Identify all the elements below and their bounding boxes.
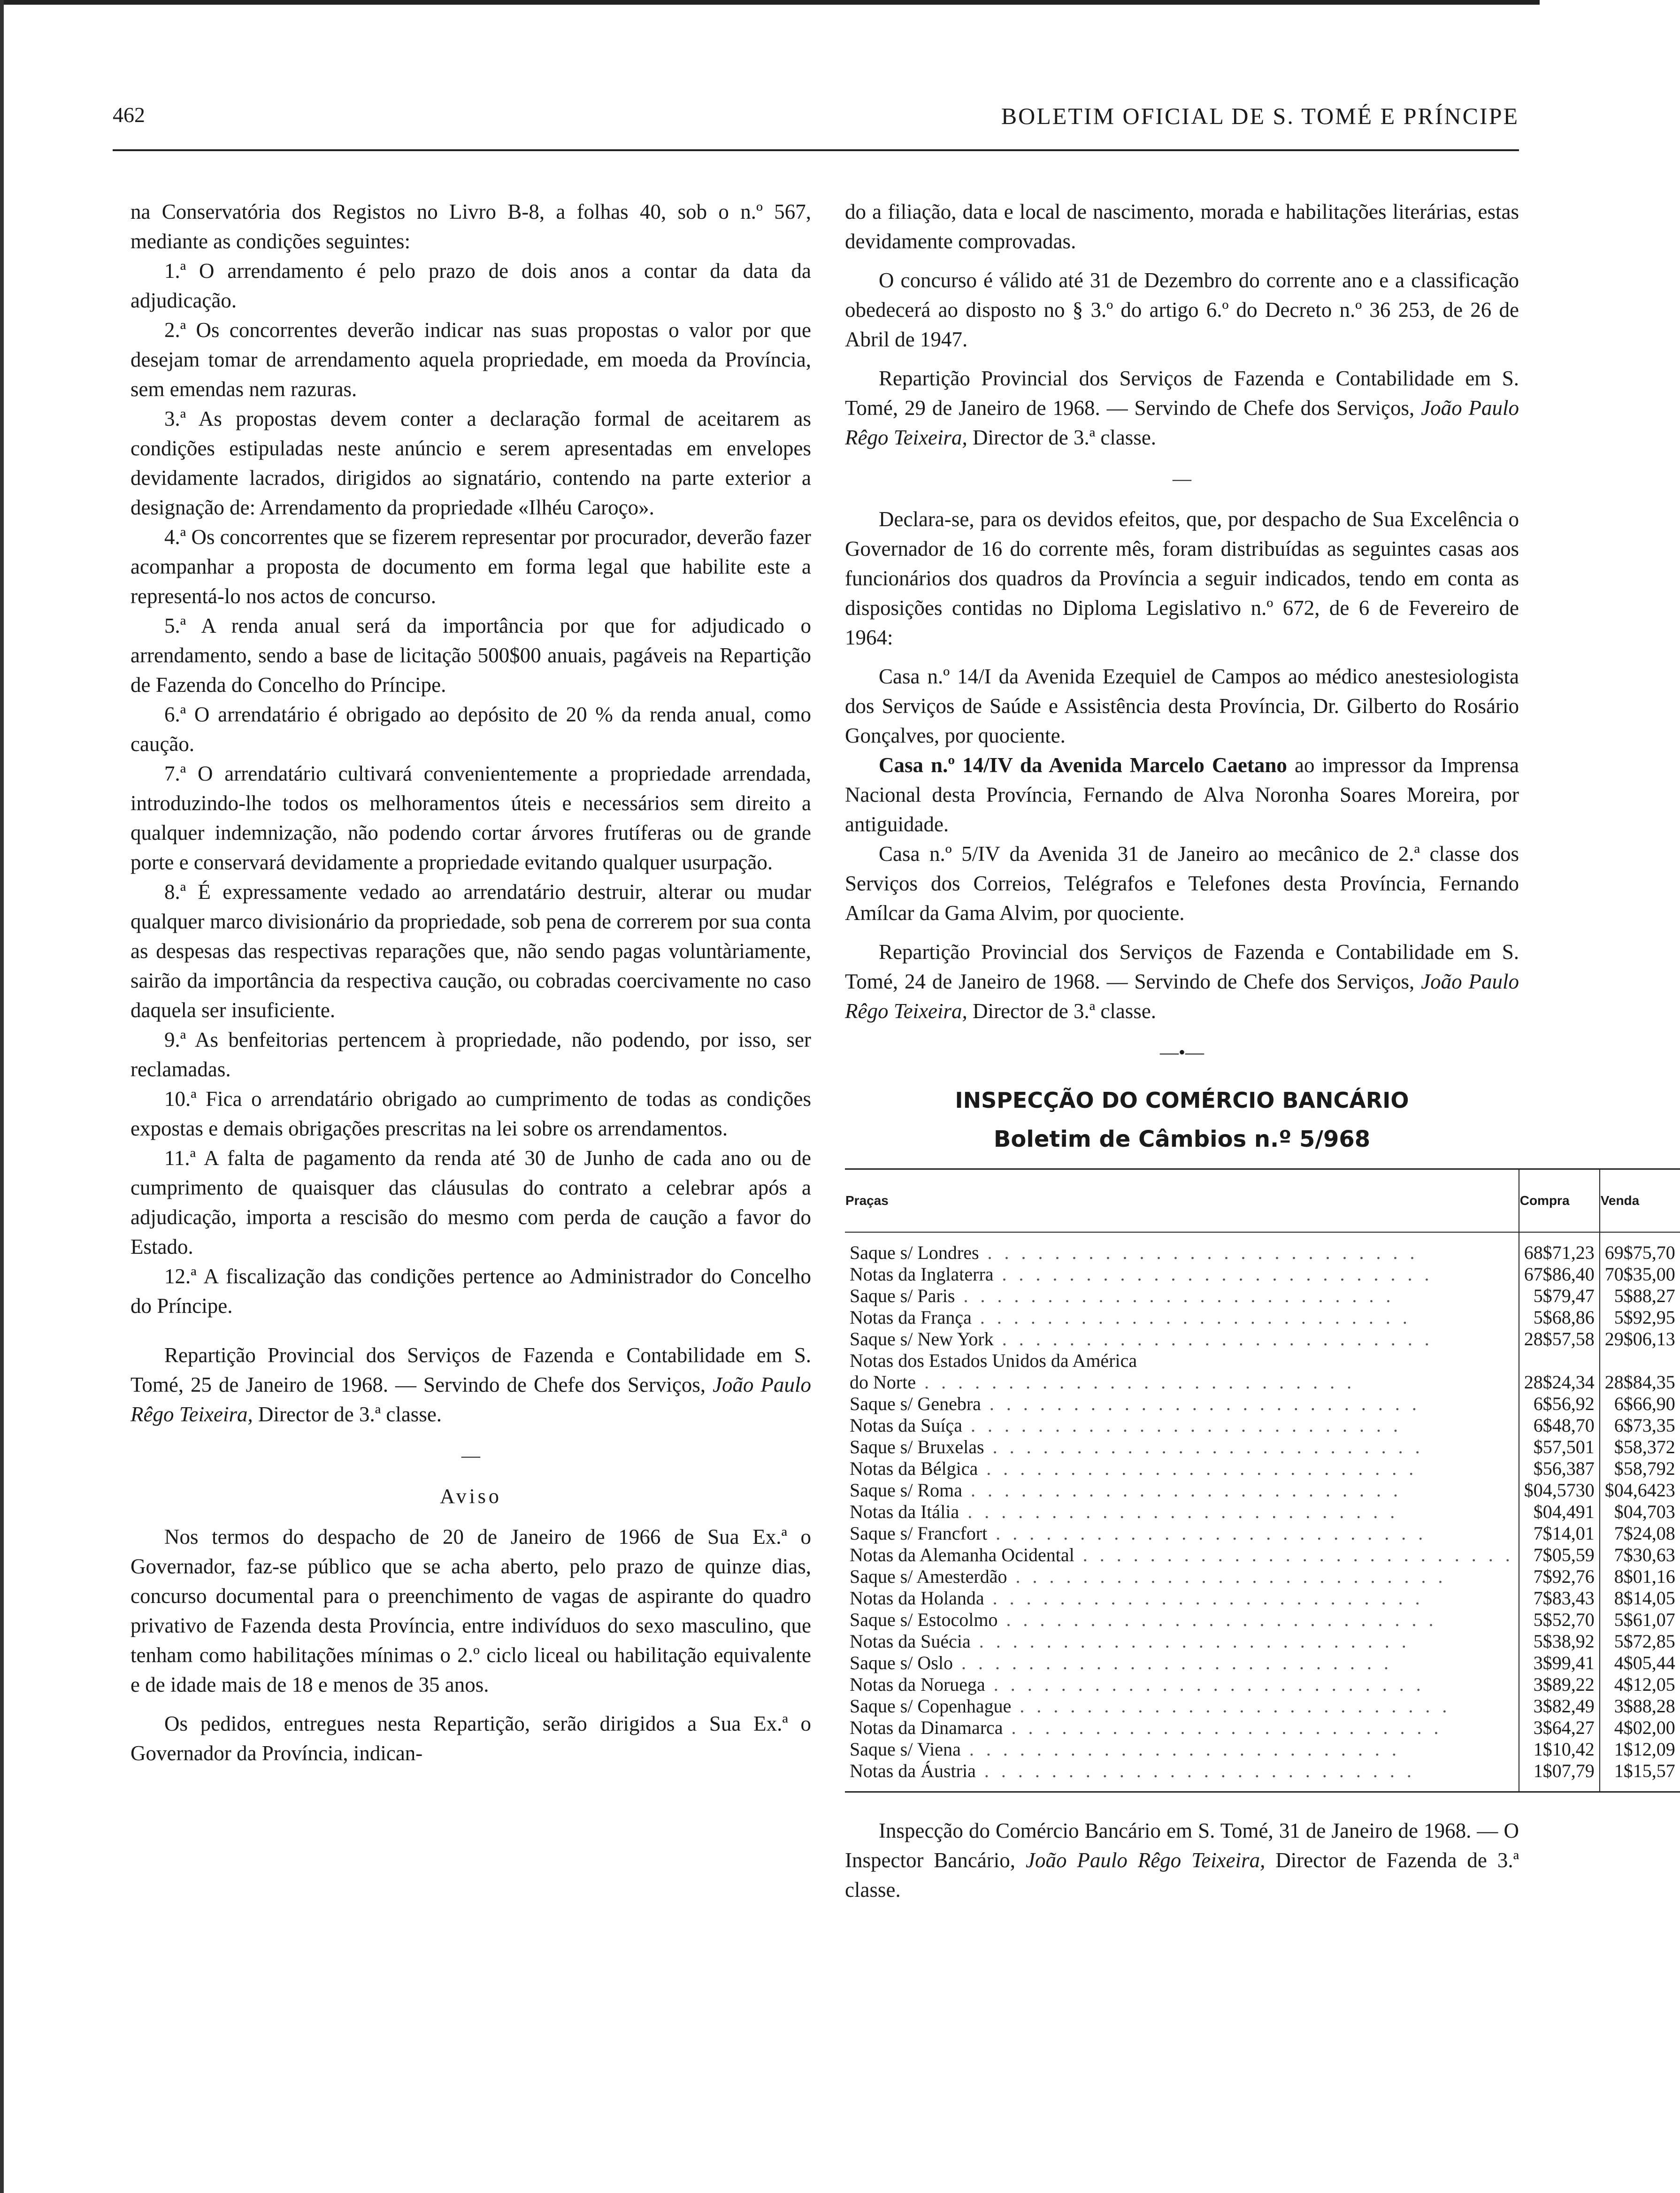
- place-label: Saque s/ Londres: [850, 1242, 979, 1263]
- place-label: Saque s/ Roma: [850, 1480, 962, 1501]
- sell-cell: 4$02,00: [1600, 1717, 1680, 1739]
- table-row: [845, 1350, 1680, 1372]
- buy-cell: 3$64,27: [1519, 1717, 1600, 1739]
- buy-cell: 7$83,43: [1519, 1587, 1600, 1609]
- place-cell: [845, 1674, 1519, 1695]
- place-cell: [845, 1264, 1519, 1285]
- leader-dots: . . . . . . . . . . . . . . . . . . . . . . . . . .: [993, 1328, 1433, 1350]
- separator: —•—: [1159, 1042, 1204, 1063]
- place-cell: [845, 1436, 1519, 1458]
- place-cell: [845, 1523, 1519, 1544]
- buy-cell: 6$56,92: [1519, 1393, 1600, 1415]
- condition-item: 6.ª O arrendatário é obrigado ao depósito de 20 % da renda anual, como caução.: [130, 703, 811, 756]
- left-column: [130, 197, 811, 1768]
- continuation-paragraph: do a filiação, data e local de nascimento, morada e habilitações literárias, estas devidamente comprovadas.: [845, 200, 1519, 253]
- place-cell: [845, 1652, 1519, 1674]
- leader-dots: . . . . . . . . . . . . . . . . . . . . . . . . . .: [981, 1393, 1420, 1414]
- signature-role: Director de 3.ª classe.: [258, 1403, 442, 1426]
- leader-dots: . . . . . . . . . . . . . . . . . . . . . . . . . .: [916, 1372, 1356, 1393]
- separator: —: [461, 1445, 480, 1466]
- buy-cell: 3$82,49: [1519, 1695, 1600, 1717]
- place-label: Notas dos Estados Unidos da América: [850, 1350, 1137, 1371]
- place-label: Notas da Áustria: [850, 1760, 976, 1781]
- signature-role: Director de 3.ª classe.: [973, 426, 1157, 449]
- buy-cell: $56,387: [1519, 1458, 1600, 1480]
- place-cell: [845, 1544, 1519, 1566]
- exchange-rates-table: [845, 1168, 1680, 1793]
- page-border-top: [0, 0, 1540, 5]
- sell-cell: 5$92,95: [1600, 1307, 1680, 1328]
- sell-cell: 5$61,07: [1600, 1609, 1680, 1631]
- table-row: [845, 1264, 1680, 1285]
- place-label: Saque s/ Viena: [850, 1739, 961, 1760]
- condition-item: 11.ª A falta de pagamento da renda até 30 de Junho de cada ano ou de cumprimento de quaisquer das cláusulas do contrato a celebrar após a adjudicação, importa a rescisão do mesmo com perda de caução a favor do Estado.: [130, 1146, 811, 1258]
- house-assignment-2-address: Casa n.º 14/IV da Avenida Marcelo Caetano: [879, 753, 1287, 777]
- table-row: [845, 1760, 1680, 1792]
- table-row: [845, 1695, 1680, 1717]
- leader-dots: . . . . . . . . . . . . . . . . . . . . . . . . . .: [960, 1739, 1400, 1760]
- leader-dots: . . . . . . . . . . . . . . . . . . . . . . . . . .: [970, 1631, 1410, 1652]
- buy-cell: 3$99,41: [1519, 1652, 1600, 1674]
- sell-cell: 69$75,70: [1600, 1232, 1680, 1264]
- place-label: Saque s/ Bruxelas: [850, 1436, 984, 1457]
- signature-block-3: [845, 937, 1519, 1026]
- table-row: [845, 1717, 1680, 1739]
- leader-dots: . . . . . . . . . . . . . . . . . . . . . . . . . .: [978, 1458, 1418, 1479]
- intro-paragraph: na Conservatória dos Registos no Livro B-8, a folhas 40, sob o n.º 567, mediante as condições seguintes:: [130, 200, 811, 253]
- place-cell: [845, 1307, 1519, 1328]
- leader-dots: . . . . . . . . . . . . . . . . . . . . . . . . . .: [962, 1415, 1402, 1436]
- aviso-title: Aviso: [440, 1485, 502, 1508]
- condition-item: 5.ª A renda anual será da importância por que for adjudicado o arrendamento, sendo a base de licitação 500$00 anuais, pagáveis na Repartição de Fazenda do Concelho do Príncipe.: [130, 614, 811, 697]
- signature-name: João Paulo Rêgo Teixeira,: [845, 396, 1519, 449]
- condition-item: 10.ª Fica o arrendatário obrigado ao cumprimento de todas as condições expostas e demais obrigações prescritas na lei sobre os arrendamentos.: [130, 1087, 811, 1140]
- house-assignment-2: [845, 751, 1519, 839]
- exchange-rates-body: [845, 1232, 1680, 1792]
- sell-cell: 1$15,57: [1600, 1760, 1680, 1792]
- sell-cell: 6$73,35: [1600, 1415, 1680, 1436]
- buy-cell: $04,5730: [1519, 1480, 1600, 1501]
- place-cell: [845, 1458, 1519, 1480]
- place-cell: [845, 1760, 1519, 1792]
- table-row: [845, 1674, 1680, 1695]
- sell-cell: 3$88,28: [1600, 1695, 1680, 1717]
- leader-dots: . . . . . . . . . . . . . . . . . . . . . . . . . .: [975, 1760, 1415, 1781]
- buy-cell: 7$14,01: [1519, 1523, 1600, 1544]
- house-assignment-2-text: ao impressor da Imprensa Nacional desta Província, Fernando de Alva Noronha Soares Moreira, por antiguidade.: [845, 753, 1519, 836]
- bank-inspection-title: INSPECÇÃO DO COMÉRCIO BANCÁRIO: [955, 1088, 1409, 1113]
- table-row: [845, 1739, 1680, 1760]
- leader-dots: . . . . . . . . . . . . . . . . . . . . . . . . . .: [1011, 1695, 1451, 1717]
- column-header-place: Praças: [845, 1169, 1519, 1233]
- sell-cell: 7$30,63: [1600, 1544, 1680, 1566]
- place-label: Notas da Suécia: [850, 1631, 971, 1652]
- sell-cell: 5$88,27: [1600, 1285, 1680, 1307]
- place-label: do Norte: [850, 1372, 916, 1393]
- sell-cell: 4$12,05: [1600, 1674, 1680, 1695]
- table-row: [845, 1501, 1680, 1523]
- declaration-paragraph: Declara-se, para os devidos efeitos, que, por despacho de Sua Excelência o Governador de 16 do corrente mês, foram distribuídas as seguintes casas aos funcionários dos quadros da Província a seguir indicados, tendo em conta as disposições contidas no Diploma Legislativo n.º 672, de 6 de Fevereiro de 1964:: [845, 507, 1519, 649]
- sell-cell: 28$84,35: [1600, 1372, 1680, 1393]
- place-label: Saque s/ Francfort: [850, 1523, 988, 1544]
- journal-title: BOLETIM OFICIAL DE S. TOMÉ E PRÍNCIPE: [1001, 103, 1519, 129]
- condition-item: 2.ª Os concorrentes deverão indicar nas suas propostas o valor por que desejam tomar de arrendamento aquela propriedade, em moeda da Província, sem emendas nem razuras.: [130, 318, 811, 401]
- table-row: [845, 1328, 1680, 1350]
- condition-item: 1.ª O arrendamento é pelo prazo de dois anos a contar da data da adjudicação.: [130, 259, 811, 312]
- closing-name: João Paulo Rêgo Teixeira,: [1026, 1848, 1266, 1872]
- table-row: [845, 1523, 1680, 1544]
- place-cell: [845, 1393, 1519, 1415]
- place-cell: [845, 1501, 1519, 1523]
- table-row: [845, 1544, 1680, 1566]
- closing-signature: [845, 1816, 1519, 1905]
- place-label: Saque s/ Genebra: [850, 1393, 981, 1414]
- buy-cell: 28$24,34: [1519, 1372, 1600, 1393]
- place-label: Notas da Suíça: [850, 1415, 962, 1436]
- sell-cell: [1600, 1350, 1680, 1372]
- header-rule: [113, 149, 1519, 151]
- table-row: [845, 1307, 1680, 1328]
- sell-cell: $04,703: [1600, 1501, 1680, 1523]
- place-cell: [845, 1609, 1519, 1631]
- place-label: Notas da Inglaterra: [850, 1264, 994, 1285]
- leader-dots: . . . . . . . . . . . . . . . . . . . . . . . . . .: [1007, 1566, 1447, 1587]
- table-row: [845, 1566, 1680, 1587]
- signature-role: Director de 3.ª classe.: [973, 999, 1157, 1023]
- leader-dots: . . . . . . . . . . . . . . . . . . . . . . . . . .: [959, 1501, 1399, 1522]
- conditions-list: [130, 256, 811, 1321]
- table-row: [845, 1436, 1680, 1458]
- place-cell: [845, 1232, 1519, 1264]
- buy-cell: 5$52,70: [1519, 1609, 1600, 1631]
- place-label: Saque s/ Copenhague: [850, 1695, 1012, 1717]
- column-header-buy: Compra: [1519, 1169, 1600, 1233]
- table-row: [845, 1393, 1680, 1415]
- place-cell: [845, 1587, 1519, 1609]
- aviso-paragraph-2: Os pedidos, entregues nesta Repartição, serão dirigidos a Sua Ex.ª o Governador da Província, indican-: [130, 1712, 811, 1765]
- leader-dots: . . . . . . . . . . . . . . . . . . . . . . . . . .: [971, 1307, 1411, 1328]
- sell-cell: 1$12,09: [1600, 1739, 1680, 1760]
- place-label: Notas da Dinamarca: [850, 1717, 1003, 1738]
- right-column: [845, 197, 1675, 1905]
- place-label: Notas da França: [850, 1307, 972, 1328]
- buy-cell: 1$07,79: [1519, 1760, 1600, 1792]
- place-cell: [845, 1480, 1519, 1501]
- table-row: [845, 1372, 1680, 1393]
- leader-dots: . . . . . . . . . . . . . . . . . . . . . . . . . .: [985, 1674, 1425, 1695]
- condition-item: 8.ª É expressamente vedado ao arrendatário destruir, alterar ou mudar qualquer marco divisionário da propriedade, sob pena de correrem por sua conta as despesas das respectivas reparações que, não sendo pagas voluntàriamente, sairão da importância da respectiva caução, ou cobradas coercivamente no caso daquela ser insuficiente.: [130, 880, 811, 1022]
- leader-dots: . . . . . . . . . . . . . . . . . . . . . . . . . .: [987, 1523, 1427, 1544]
- place-cell: [845, 1328, 1519, 1350]
- buy-cell: $04,491: [1519, 1501, 1600, 1523]
- signature-text: Repartição Provincial dos Serviços de Fazenda e Contabilidade em S. Tomé, 24 de Janeiro de 1968. — Servindo de Chefe dos Serviços,: [845, 940, 1519, 993]
- closing-text: Inspecção do Comércio Bancário em S. Tomé, 31 de Janeiro de 1968. — O Inspector Bancário,: [845, 1819, 1519, 1872]
- page-number: 462: [113, 103, 145, 127]
- signature-text: Repartição Provincial dos Serviços de Fazenda e Contabilidade em S. Tomé, 25 de Janeiro de 1968. — Servindo de Chefe dos Serviços,: [130, 1343, 811, 1396]
- condition-item: 12.ª A fiscalização das condições pertence ao Administrador do Concelho do Príncipe.: [130, 1265, 811, 1318]
- buy-cell: 5$38,92: [1519, 1631, 1600, 1652]
- leader-dots: . . . . . . . . . . . . . . . . . . . . . . . . . .: [979, 1242, 1419, 1263]
- closing-role: Director de Fazenda de 3.ª classe.: [845, 1848, 1519, 1902]
- buy-cell: 5$79,47: [1519, 1285, 1600, 1307]
- place-cell: [845, 1566, 1519, 1587]
- sell-cell: 29$06,13: [1600, 1328, 1680, 1350]
- signature-name: João Paulo Rêgo Teixeira,: [845, 970, 1519, 1023]
- sell-cell: 70$35,00: [1600, 1264, 1680, 1285]
- place-cell: [845, 1695, 1519, 1717]
- buy-cell: 1$10,42: [1519, 1739, 1600, 1760]
- buy-cell: 28$57,58: [1519, 1328, 1600, 1350]
- condition-item: 4.ª Os concorrentes que se fizerem representar por procurador, deverão fazer acompanhar a proposta de documento em forma legal que habilite este a representá-lo nos actos de concurso.: [130, 525, 811, 608]
- buy-cell: 7$92,76: [1519, 1566, 1600, 1587]
- sell-cell: 5$72,85: [1600, 1631, 1680, 1652]
- buy-cell: 3$89,22: [1519, 1674, 1600, 1695]
- place-label: Notas da Noruega: [850, 1674, 985, 1695]
- buy-cell: [1519, 1350, 1600, 1372]
- leader-dots: . . . . . . . . . . . . . . . . . . . . . . . . . .: [1003, 1717, 1442, 1738]
- house-assignment-3: Casa n.º 5/IV da Avenida 31 de Janeiro ao mecânico de 2.ª classe dos Serviços dos Correios, Telégrafos e Telefones desta Província, Fernando Amílcar da Gama Alvim, por quociente.: [845, 842, 1519, 925]
- condition-item: 9.ª As benfeitorias pertencem à propriedade, não podendo, por isso, ser reclamadas.: [130, 1028, 811, 1081]
- place-label: Notas da Alemanha Ocidental: [850, 1544, 1074, 1565]
- leader-dots: . . . . . . . . . . . . . . . . . . . . . . . . . .: [1074, 1544, 1514, 1565]
- place-cell: [845, 1415, 1519, 1436]
- column-header-sell: Venda: [1600, 1169, 1680, 1233]
- sell-cell: $58,792: [1600, 1458, 1680, 1480]
- place-label: Notas da Itália: [850, 1501, 959, 1522]
- place-label: Saque s/ Paris: [850, 1285, 955, 1306]
- buy-cell: 68$71,23: [1519, 1232, 1600, 1264]
- concurso-paragraph: O concurso é válido até 31 de Dezembro do corrente ano e a classificação obedecerá ao disposto no § 3.º do artigo 6.º do Decreto n.º 36 253, de 26 de Abril de 1947.: [845, 268, 1519, 351]
- place-label: Notas da Bélgica: [850, 1458, 978, 1479]
- signature-block-1: [130, 1341, 811, 1429]
- aviso-paragraph-1: Nos termos do despacho de 20 de Janeiro de 1966 de Sua Ex.ª o Governador, faz-se público que se acha aberto, pelo prazo de quinze dias, concurso documental para o preenchimento de vagas de aspirante do quadro privativo de Fazenda desta Província, entre indivíduos do sexo masculino, que tenham como habilitações mínimas o 2.º ciclo liceal ou habilitação equivalente e de idade mais de 18 e menos de 35 anos.: [130, 1525, 811, 1696]
- page-border-left: [0, 0, 4, 2193]
- sell-cell: 7$24,08: [1600, 1523, 1680, 1544]
- signature-text: Repartição Provincial dos Serviços de Fazenda e Contabilidade em S. Tomé, 29 de Janeiro de 1968. — Servindo de Chefe dos Serviços,: [845, 367, 1519, 420]
- leader-dots: . . . . . . . . . . . . . . . . . . . . . . . . . .: [955, 1285, 1395, 1306]
- place-label: Saque s/ Estocolmo: [850, 1609, 998, 1630]
- place-cell: [845, 1372, 1519, 1393]
- table-row: [845, 1652, 1680, 1674]
- buy-cell: 6$48,70: [1519, 1415, 1600, 1436]
- leader-dots: . . . . . . . . . . . . . . . . . . . . . . . . . .: [993, 1264, 1433, 1285]
- table-row: [845, 1609, 1680, 1631]
- table-row: [845, 1480, 1680, 1501]
- table-row: [845, 1232, 1680, 1264]
- leader-dots: . . . . . . . . . . . . . . . . . . . . . . . . . .: [984, 1436, 1424, 1457]
- condition-item: 3.ª As propostas devem conter a declaração formal de aceitarem as condições estipuladas neste anúncio e serem apresentadas em envelopes devidamente lacrados, dirigidos ao signatário, contendo na parte exterior a designação de: Arrendamento da propriedade «Ilhéu Caroço».: [130, 407, 811, 519]
- leader-dots: . . . . . . . . . . . . . . . . . . . . . . . . . .: [997, 1609, 1437, 1630]
- page-header: [113, 102, 1519, 135]
- buy-cell: 5$68,86: [1519, 1307, 1600, 1328]
- buy-cell: 67$86,40: [1519, 1264, 1600, 1285]
- sell-cell: $58,372: [1600, 1436, 1680, 1458]
- place-cell: [845, 1285, 1519, 1307]
- leader-dots: . . . . . . . . . . . . . . . . . . . . . . . . . .: [962, 1480, 1402, 1501]
- place-label: Saque s/ Amesterdão: [850, 1566, 1007, 1587]
- place-cell: [845, 1350, 1519, 1372]
- sell-cell: 4$05,44: [1600, 1652, 1680, 1674]
- place-cell: [845, 1631, 1519, 1652]
- table-row: [845, 1415, 1680, 1436]
- place-label: Saque s/ New York: [850, 1328, 994, 1350]
- leader-dots: . . . . . . . . . . . . . . . . . . . . . . . . . .: [984, 1587, 1424, 1609]
- separator: —: [1173, 468, 1191, 489]
- sell-cell: $04,6423: [1600, 1480, 1680, 1501]
- table-row: [845, 1285, 1680, 1307]
- leader-dots: . . . . . . . . . . . . . . . . . . . . . . . . . .: [953, 1652, 1392, 1673]
- signature-block-2: [845, 364, 1519, 452]
- condition-item: 7.ª O arrendatário cultivará convenientemente a propriedade arrendada, introduzindo-lhe todos os melhoramentos úteis e necessários sem direito a qualquer indemnização, não podendo cortar árvores frutíferas ou de grande porte e conservará devidamente a propriedade evitando qualquer usurpação.: [130, 762, 811, 874]
- sell-cell: 6$66,90: [1600, 1393, 1680, 1415]
- table-row: [845, 1631, 1680, 1652]
- buy-cell: $57,501: [1519, 1436, 1600, 1458]
- exchange-bulletin-title: Boletim de Câmbios n.º 5/968: [993, 1126, 1371, 1152]
- table-row: [845, 1587, 1680, 1609]
- table-row: [845, 1458, 1680, 1480]
- place-cell: [845, 1717, 1519, 1739]
- place-cell: [845, 1739, 1519, 1760]
- place-label: Notas da Holanda: [850, 1587, 984, 1609]
- house-assignment-1: Casa n.º 14/I da Avenida Ezequiel de Campos ao médico anestesiologista dos Serviços de Saúde e Assistência desta Província, Dr. Gilberto do Rosário Gonçalves, por quociente.: [845, 665, 1519, 747]
- sell-cell: 8$01,16: [1600, 1566, 1680, 1587]
- sell-cell: 8$14,05: [1600, 1587, 1680, 1609]
- buy-cell: 7$05,59: [1519, 1544, 1600, 1566]
- place-label: Saque s/ Oslo: [850, 1652, 953, 1673]
- signature-name: João Paulo Rêgo Teixeira,: [130, 1373, 812, 1426]
